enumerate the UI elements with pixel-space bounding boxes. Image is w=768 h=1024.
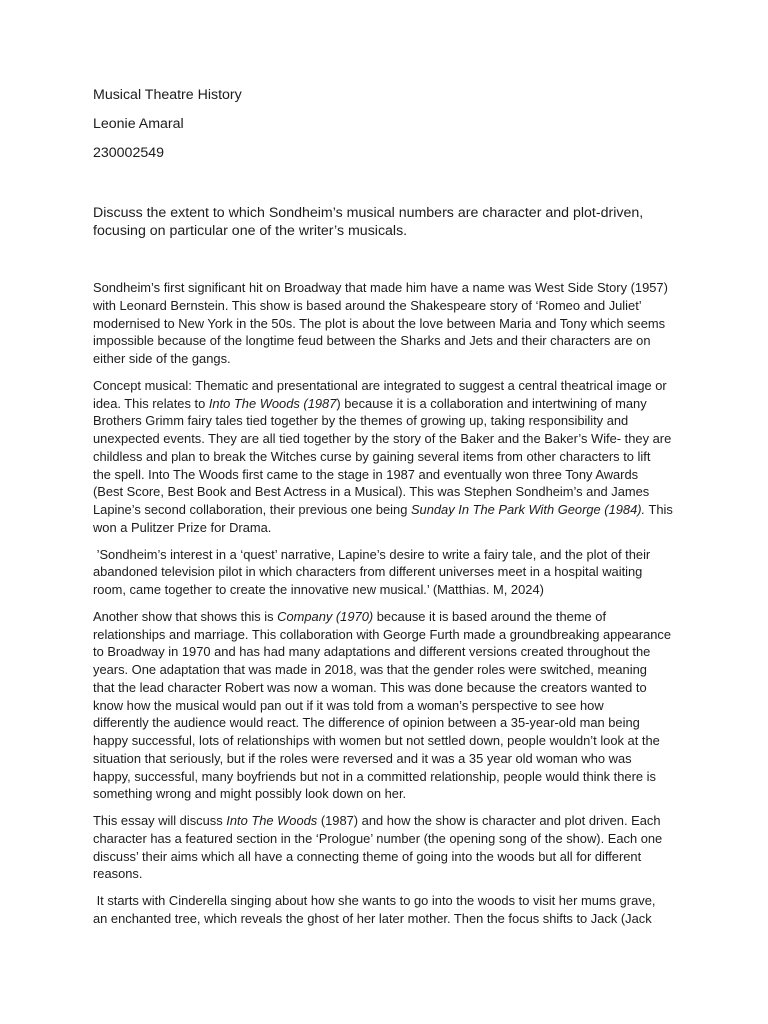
body-paragraph bbox=[93, 546, 733, 599]
text-span: to Broadway in 1970 and has had many adaptations and different versions created throughout the bbox=[93, 644, 651, 660]
text-span: know how the musical would pan out if it was told from a woman’s perspective to see how bbox=[93, 697, 604, 713]
text-span: room, came together to create the innovative new musical.’ (Matthias. M, 2024) bbox=[93, 582, 544, 598]
text-span: ’Sondheim’s interest in a ‘quest’ narrative, Lapine’s desire to write a fairy tale, and the plot of their bbox=[93, 546, 651, 562]
paragraph-line bbox=[93, 661, 733, 679]
text-span: abandoned television pilot in which characters from different universes meet in a hospital waiting bbox=[93, 564, 643, 580]
text-span: unexpected events. They are all tied together by the story of the Baker and the Baker’s Wife- they are bbox=[93, 431, 672, 447]
text-span: impossible because of the longtime feud between the Sharks and Jets and their characters are on bbox=[93, 333, 651, 349]
paragraph-line bbox=[93, 608, 733, 626]
text-span: Concept musical: Thematic and presentational are integrated to suggest a central theatrical image or bbox=[93, 377, 667, 393]
paragraph-line bbox=[93, 626, 733, 644]
text-span: that the lead character Robert was now a woman. This was done because the creators wanted to bbox=[93, 679, 647, 695]
text-span: won a Pulitzer Prize for Drama. bbox=[93, 519, 272, 535]
paragraph-line bbox=[93, 297, 733, 315]
paragraph-line bbox=[93, 448, 733, 466]
text-span: Lapine’s second collaboration, their previous one being bbox=[93, 502, 411, 518]
paragraph-line bbox=[93, 865, 733, 883]
text-span: happy, successful, many boyfriends but not in a committed relationship, people would think there is bbox=[93, 768, 656, 784]
text-span: relationships and marriage. This collaboration with George Furth made a groundbreaking appearance bbox=[93, 626, 672, 642]
text-span: discuss’ their aims which all have a connecting theme of going into the woods but all for different bbox=[93, 848, 642, 864]
text-span: something wrong and might possibly look down on her. bbox=[93, 786, 407, 802]
italic-work-title: Sunday In The Park With George (1984). bbox=[410, 502, 646, 518]
text-span: This essay will discuss bbox=[93, 813, 227, 829]
paragraph-line bbox=[93, 563, 733, 581]
paragraph-line bbox=[93, 546, 733, 564]
paragraph-line bbox=[93, 430, 733, 448]
paragraph-line bbox=[93, 830, 733, 848]
paragraph-line bbox=[93, 519, 733, 537]
paragraph-line bbox=[93, 714, 733, 732]
paragraph-line bbox=[93, 315, 733, 333]
paragraph-line bbox=[93, 679, 733, 697]
body-paragraph bbox=[93, 377, 733, 537]
paragraph-line bbox=[93, 501, 733, 519]
paragraph-line bbox=[93, 581, 733, 599]
document-page bbox=[93, 87, 733, 936]
text-span: idea. This relates to bbox=[93, 395, 209, 411]
paragraph-line bbox=[93, 395, 733, 413]
paragraph-line bbox=[93, 697, 733, 715]
paragraph-line bbox=[93, 892, 733, 910]
text-span: (1987) and how the show is character and plot driven. Each bbox=[317, 813, 661, 829]
text-span: reasons. bbox=[93, 866, 143, 882]
student-id: 230002549 bbox=[93, 145, 165, 162]
text-span: either side of the gangs. bbox=[93, 351, 231, 367]
essay-body bbox=[93, 279, 733, 928]
paragraph-line bbox=[93, 732, 733, 750]
text-span: Sondheim’s first significant hit on Broadway that made him have a name was West Side Story (1957) bbox=[93, 280, 668, 296]
text-span: character has a featured section in the ‘Prologue’ number (the opening song of the show). Each one bbox=[93, 830, 663, 846]
body-paragraph bbox=[93, 812, 733, 883]
body-paragraph bbox=[93, 892, 733, 928]
italic-work-title: Into The Woods bbox=[226, 813, 318, 829]
text-span: years. One adaptation that was made in 2018, was that the gender roles were switched, meaning bbox=[93, 662, 647, 678]
essay-question-line: focusing on particular one of the writer’s musicals. bbox=[93, 222, 408, 239]
text-span: Brothers Grimm fairy tales tied together by the themes of growing up, taking responsibility and bbox=[93, 413, 629, 429]
text-span: modernised to New York in the 50s. The plot is about the love between Maria and Tony which seems bbox=[93, 315, 666, 331]
text-span: because it is based around the theme of bbox=[373, 608, 607, 624]
paragraph-line bbox=[93, 768, 733, 786]
paragraph-line bbox=[93, 377, 733, 395]
paragraph-line bbox=[93, 483, 733, 501]
course-title: Musical Theatre History bbox=[93, 87, 242, 104]
essay-question-line: Discuss the extent to which Sondheim’s musical numbers are character and plot-driven, bbox=[93, 204, 644, 221]
text-span: It starts with Cinderella singing about how she wants to go into the woods to visit her mums grave, bbox=[93, 893, 656, 909]
paragraph-line bbox=[93, 643, 733, 661]
italic-work-title: Into The Woods (1987 bbox=[208, 395, 337, 411]
paragraph-line bbox=[93, 466, 733, 484]
paragraph-line bbox=[93, 279, 733, 297]
essay-question bbox=[93, 204, 733, 240]
text-span: Another show that shows this is bbox=[93, 608, 278, 624]
text-span: with Leonard Bernstein. This show is based around the Shakespeare story of ‘Romeo and Juliet’ bbox=[93, 297, 642, 313]
text-span: situation that seriously, but if the roles were reversed and it was a 35 year old woman who was bbox=[93, 750, 632, 766]
text-span: ) because it is a collaboration and intertwining of many bbox=[336, 395, 647, 411]
text-span: an enchanted tree, which reveals the ghost of her later mother. Then the focus shifts to Jack (Jack bbox=[93, 910, 652, 926]
paragraph-line bbox=[93, 785, 733, 803]
italic-work-title: Company (1970) bbox=[277, 608, 374, 624]
document-header bbox=[93, 87, 733, 163]
text-span: This bbox=[645, 502, 673, 518]
paragraph-line bbox=[93, 332, 733, 350]
text-span: childless and plan to break the Witches curse by gaining several items from other characters to lift bbox=[93, 448, 651, 464]
paragraph-line bbox=[93, 350, 733, 368]
body-paragraph bbox=[93, 279, 733, 368]
author-name: Leonie Amaral bbox=[93, 116, 184, 133]
paragraph-line bbox=[93, 910, 733, 928]
paragraph-line bbox=[93, 812, 733, 830]
paragraph-line bbox=[93, 848, 733, 866]
text-span: happy successful, lots of relationships with women but not settled down, people wouldn’t look at the bbox=[93, 733, 660, 749]
paragraph-line bbox=[93, 750, 733, 768]
text-span: (Best Score, Best Book and Best Actress in a Musical). This was Stephen Sondheim’s and James bbox=[93, 484, 650, 500]
body-paragraph bbox=[93, 608, 733, 803]
paragraph-line bbox=[93, 412, 733, 430]
text-span: the spell. Into The Woods first came to the stage in 1987 and eventually won three Tony Awards bbox=[93, 466, 639, 482]
text-span: differently the audience would react. The difference of opinion between a 35-year-old man being bbox=[93, 715, 640, 731]
